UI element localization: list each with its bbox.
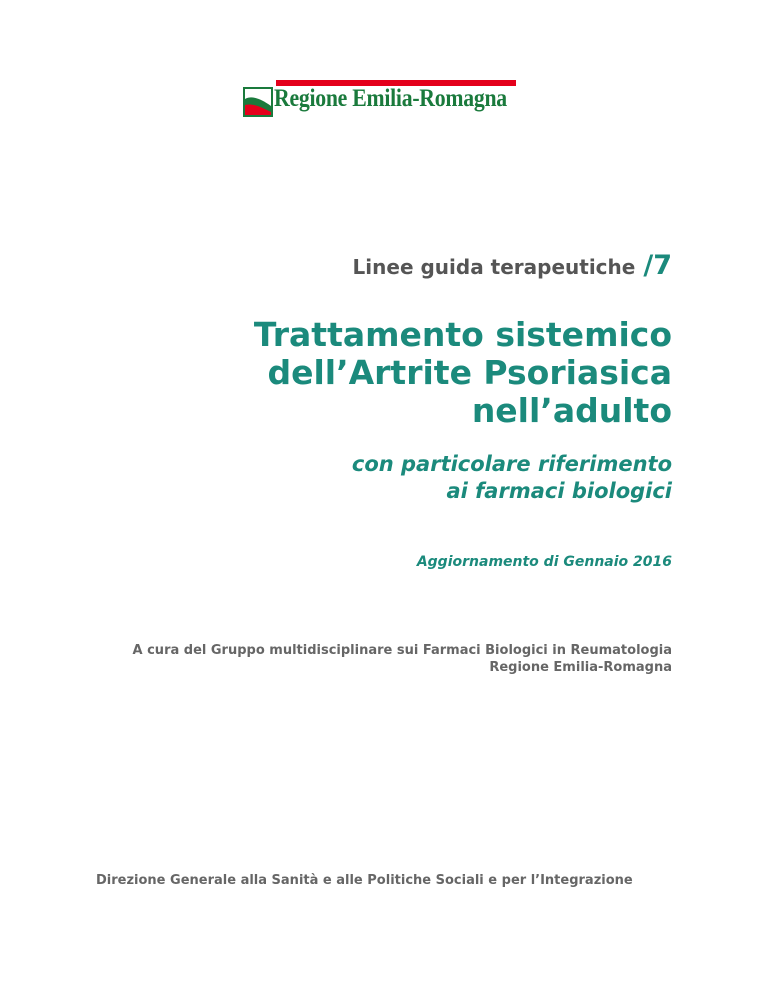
series-label: Linee guida terapeutiche <box>352 255 636 279</box>
subtitle-line: ai farmaci biologici <box>446 479 672 503</box>
update-date: Aggiornamento di Gennaio 2016 <box>416 554 672 570</box>
curator-credit <box>133 642 672 676</box>
regione-emilia-romagna-flag-icon <box>243 87 273 117</box>
document-title <box>254 316 672 430</box>
logo-text: Regione Emilia-Romagna <box>274 85 507 112</box>
document-subtitle <box>352 451 672 505</box>
title-line: nell’adulto <box>471 391 672 430</box>
subtitle-line: con particolare riferimento <box>351 452 672 476</box>
footer-directorate: Direzione Generale alla Sanità e alle Politiche Sociali e per l’Integrazione <box>96 873 633 888</box>
curator-line: A cura del Gruppo multidisciplinare sui Farmaci Biologici in Reumatologia <box>132 643 672 658</box>
title-line: dell’Artrite Psoriasica <box>267 353 672 392</box>
series-number: /7 <box>643 250 672 281</box>
title-line: Trattamento sistemico <box>253 315 672 354</box>
regione-logo <box>243 80 516 118</box>
series-heading <box>353 250 672 281</box>
curator-line: Regione Emilia-Romagna <box>489 660 672 675</box>
